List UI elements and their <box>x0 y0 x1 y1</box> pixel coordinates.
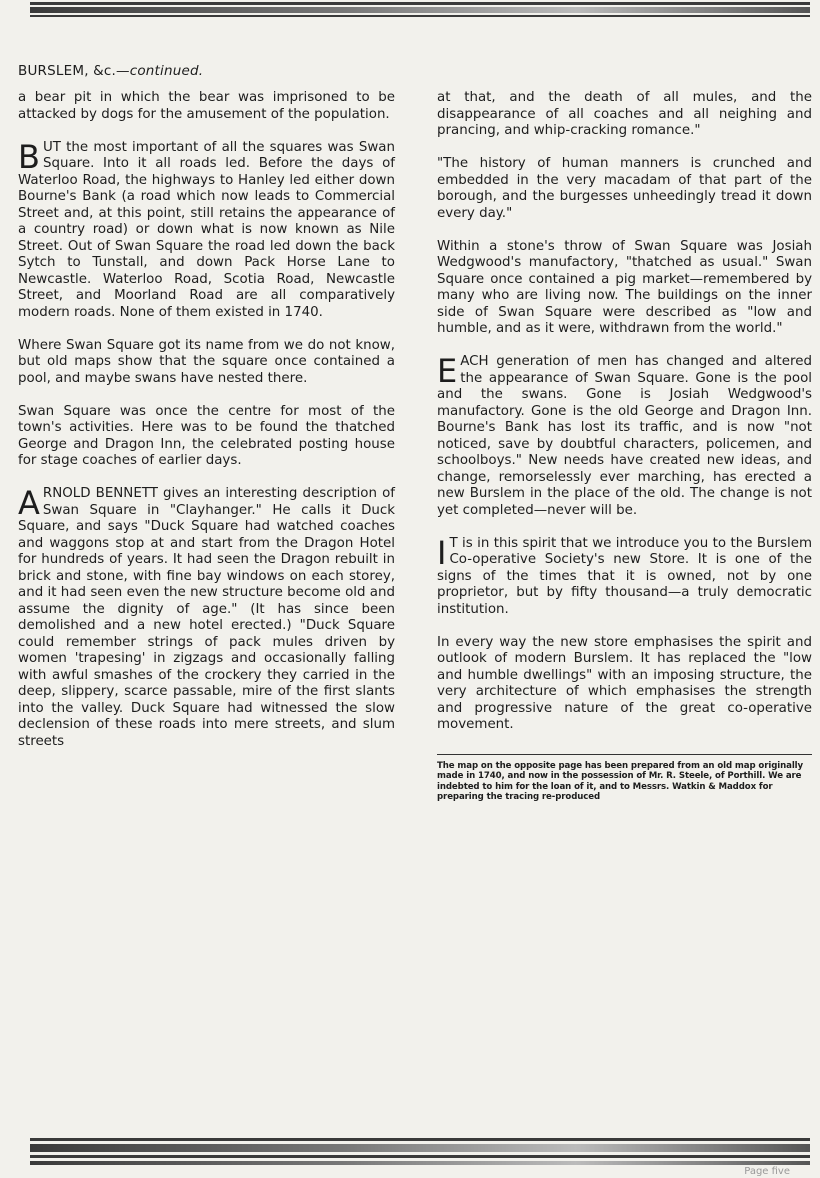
paragraph-text: UT the most important of all the squares was Swan Square. Into it all roads led. Before the days of Waterloo Road, the highways to Hanley led either down Bourne's Bank (a road which now leads to Commercial Street and, at this point, still retains the appearance of a country road) or down what is now known as Nile Street. Out of Swan Square the road led down the back Sytch to Tunstall, and down Pack Horse Lane to Newcastle. Waterloo Road, Scotia Road, Newcastle Street, and Moorland Road are all comparatively modern roads. None of them existed in 1740. <box>18 139 395 320</box>
drop-cap: B <box>18 137 40 176</box>
drop-cap: E <box>437 352 458 390</box>
page-header <box>18 63 203 79</box>
left-paragraph-3: Where Swan Square got its name from we do not know, but old maps show that the square once contained a pool, and maybe swans have nested there. <box>18 337 395 386</box>
right-paragraph-6: In every way the new store emphasises the spirit and outlook of modern Burslem. It has replaced the "low and humble dwellings" with an imposing structure, the very architecture of which emphasises the strength and progressive nature of the great co-operative movement. <box>437 634 812 732</box>
left-paragraph-2 <box>18 137 395 322</box>
paragraph-text: ACH generation of men has changed and altered the appearance of Swan Square. Gone is the pool and the swans. Gone is Josiah Wedgwood's manufactory. Gone is the old George and Dragon Inn. Bourne's Bank has lost its traffic, and is now "not noticed, save by doubtful characters, policemen, and schoolboys." New needs have created new ideas, and change, remorselessly ever marching, has erected a new Burslem in the place of the old. The change is not yet completed—never will be. <box>437 354 812 518</box>
paragraph-text: RNOLD BENNETT gives an interesting description of Swan Square in "Clayhanger." He calls it Duck Square, and says "Duck Square had watched coaches and waggons stop at and start from the Dragon Hotel for hundreds of years. It had seen the Dragon rebuilt in brick and stone, with fine bay windows on each storey, and it had seen even the new structure become old and assume the dignity of age." (It has since been demolished and a new hotel erected.) "Duck Square could remember strings of pack mules driven by women 'trapesing' in zigzags and occasionally falling with awful smashes of the crockery they carried in the deep, slippery, scarce passable, mire of the first slants into the valley. Duck Square had witnessed the slow declension of these roads into mere streets, and slum streets <box>18 486 395 749</box>
right-paragraph-4 <box>437 354 812 519</box>
right-paragraph-1: at that, and the death of all mules, and the disappearance of all coaches and all neighing and prancing, and whip-cracking romance." <box>437 90 812 138</box>
right-paragraph-5 <box>437 533 812 619</box>
top-rule <box>30 0 810 20</box>
page-number: Page five <box>744 1166 790 1177</box>
bottom-rule <box>30 1138 810 1168</box>
header-continued: continued. <box>129 63 204 79</box>
drop-cap: A <box>18 484 40 522</box>
left-paragraph-5 <box>18 486 395 750</box>
drop-cap: I <box>437 533 447 572</box>
map-footnote: The map on the opposite page has been prepared from an old map originally made in 1740, and now in the possession of Mr. R. Steele, of Porthill. We are indebted to him for the loan of it, and to Messrs. Watkin & Maddox for preparing the tracing re-produced <box>437 754 812 803</box>
right-paragraph-2: "The history of human manners is crunched and embedded in the very macadam of that part of the borough, and the burgesses unheedingly tread it down every day." <box>437 156 812 221</box>
header-place: BURSLEM, &c.— <box>18 63 130 79</box>
paragraph-text: T is in this spirit that we introduce you to the Burslem Co-operative Society's new Store. It is one of the signs of the times that it is owned, not by one proprietor, but by fifty thousand—a truly democratic institution. <box>437 535 812 617</box>
left-paragraph-4: Swan Square was once the centre for most of the town's activities. Here was to be found the thatched George and Dragon Inn, the celebrated posting house for stage coaches of earlier days. <box>18 403 395 468</box>
left-column <box>18 90 395 767</box>
right-column <box>437 90 812 803</box>
left-paragraph-1: a bear pit in which the bear was imprisoned to be attacked by dogs for the amusement of the population. <box>18 90 395 122</box>
right-paragraph-3: Within a stone's throw of Swan Square was Josiah Wedgwood's manufactory, "thatched as usual." Swan Square once contained a pig market—remembered by many who are living now. The buildings on the inner side of Swan Square were described as "low and humble, and as it were, withdrawn from the world." <box>437 238 812 336</box>
